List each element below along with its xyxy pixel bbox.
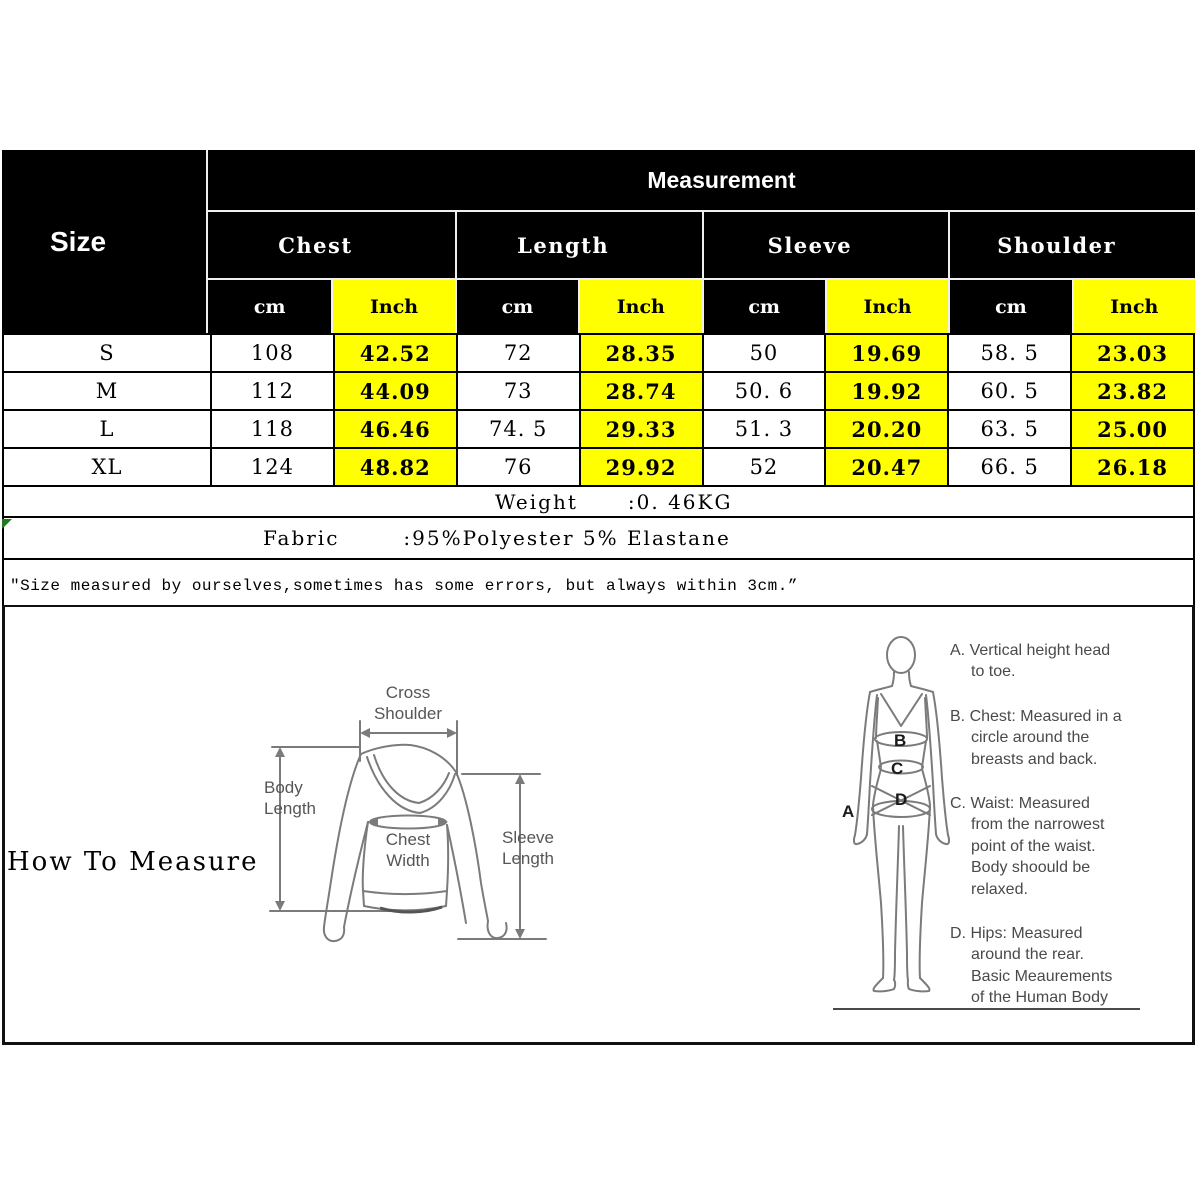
note-a-line2: to toe. <box>971 663 1016 681</box>
note-b-line1: B. Chest: Measured in a <box>950 707 1122 725</box>
measurement-header-label: Measurement <box>647 166 796 193</box>
note-c-line1: C. Waist: Measured <box>950 795 1090 813</box>
size-column-header-label: Size <box>49 225 107 257</box>
cm-value-cell: 118 <box>212 411 333 447</box>
group-header-length-label: Length <box>517 232 610 258</box>
note-d <box>950 923 1150 1009</box>
note-b <box>950 706 1150 770</box>
cm-value-cell: 58. 5 <box>949 335 1070 371</box>
size-cell: XL <box>4 449 210 485</box>
note-d-line4: of the Human Body <box>971 989 1108 1007</box>
chest-width-label-line1: Chest <box>385 830 431 849</box>
note-b-line2: circle around the <box>971 729 1090 747</box>
size-cell: S <box>4 335 210 371</box>
cm-value-cell: 52 <box>704 449 825 485</box>
size-cell: L <box>4 411 210 447</box>
note-d-line1: D. Hips: Measured <box>950 925 1083 943</box>
size-column-header <box>2 150 208 333</box>
figure-label-d: D <box>895 790 908 809</box>
inch-value-cell: 44.09 <box>335 373 456 409</box>
disclaimer-row <box>2 560 1195 605</box>
inch-value-cell: 19.69 <box>826 335 947 371</box>
body-length-label-line1: Body <box>264 778 303 797</box>
fabric-row <box>2 518 1195 560</box>
unit-header-cm: cm <box>253 295 286 318</box>
body-length-label-line2: Length <box>264 799 316 818</box>
unit-header-cm: cm <box>702 280 825 333</box>
inch-value-cell: 28.35 <box>581 335 702 371</box>
group-header-shoulder-label: Shoulder <box>997 232 1117 258</box>
note-a-line1: A. Vertical height head <box>950 642 1111 659</box>
unit-header-inch: Inch <box>331 280 454 333</box>
inch-value-cell: 23.03 <box>1072 335 1193 371</box>
size-cell: M <box>4 373 210 409</box>
sleeve-length-label-line1: Sleeve <box>502 828 554 847</box>
measurement-header <box>208 150 1195 212</box>
disclaimer-text: ″Size measured by ourselves,sometimes has some errors, but always within 3cm.” <box>10 576 798 595</box>
sleeve-length-label-line2: Length <box>502 849 554 868</box>
figure-label-b: B <box>894 731 907 750</box>
inch-value-cell: 26.18 <box>1072 449 1193 485</box>
fabric-value: :95%Polyester 5% Elastane <box>403 526 731 550</box>
weight-row <box>2 487 1195 518</box>
inch-value-cell: 20.47 <box>826 449 947 485</box>
group-header-length <box>455 212 702 280</box>
note-d-line2: around the rear. <box>971 946 1084 964</box>
fabric-label: Fabric <box>263 526 340 550</box>
weight-value: :0. 46KG <box>627 489 733 514</box>
chest-width-label-line2: Width <box>386 851 430 870</box>
unit-header-inch: Inch <box>578 280 701 333</box>
cm-value-cell: 63. 5 <box>949 411 1070 447</box>
green-corner-marker <box>2 519 12 529</box>
inch-value-cell: 46.46 <box>335 411 456 447</box>
cm-value-cell: 124 <box>212 449 333 485</box>
cm-value-cell: 60. 5 <box>949 373 1070 409</box>
cm-value-cell: 108 <box>212 335 333 371</box>
note-c-line2: from the narrowest <box>971 816 1105 834</box>
cm-value-cell: 73 <box>458 373 579 409</box>
body-figure-diagram <box>825 628 965 1018</box>
note-a <box>950 640 1150 683</box>
size-table-header <box>2 150 1195 333</box>
group-header-shoulder <box>948 212 1195 280</box>
figure-label-c: C <box>891 759 904 778</box>
size-table-body <box>2 333 1195 487</box>
inch-value-cell: 20.20 <box>826 411 947 447</box>
inch-value-cell: 25.00 <box>1072 411 1193 447</box>
weight-label: Weight <box>495 489 578 514</box>
figure-label-a: A <box>842 802 855 821</box>
unit-header-cm: cm <box>948 280 1071 333</box>
cross-shoulder-label-line1: Cross <box>385 685 431 702</box>
inch-value-cell: 28.74 <box>581 373 702 409</box>
unit-header-inch: Inch <box>1072 280 1195 333</box>
measure-notes <box>950 640 1150 1032</box>
group-header-chest <box>208 212 455 280</box>
inch-value-cell: 29.92 <box>581 449 702 485</box>
inch-value-cell: 19.92 <box>826 373 947 409</box>
inch-value-cell: 48.82 <box>335 449 456 485</box>
inch-value-cell: 42.52 <box>335 335 456 371</box>
cm-value-cell: 74. 5 <box>458 411 579 447</box>
cm-value-cell: 76 <box>458 449 579 485</box>
unit-header-cm: cm <box>455 280 578 333</box>
group-header-sleeve <box>702 212 949 280</box>
note-c-line3: point of the waist. <box>971 837 1096 855</box>
cm-value-cell: 50 <box>704 335 825 371</box>
figure-head <box>887 637 915 673</box>
cm-value-cell: 112 <box>212 373 333 409</box>
note-c <box>950 793 1150 900</box>
cm-value-cell: 72 <box>458 335 579 371</box>
group-header-chest-label: Chest <box>278 232 353 258</box>
cross-shoulder-label-line2: Shoulder <box>373 704 443 723</box>
inch-value-cell: 29.33 <box>581 411 702 447</box>
how-to-measure-title: How To Measure <box>7 847 259 877</box>
notes-underline <box>833 1008 1140 1010</box>
note-b-line3: breasts and back. <box>971 750 1098 768</box>
garment-diagram <box>250 685 570 955</box>
cm-value-cell: 66. 5 <box>949 449 1070 485</box>
inch-value-cell: 23.82 <box>1072 373 1193 409</box>
note-c-line5: relaxed. <box>971 880 1028 898</box>
cm-value-cell: 51. 3 <box>704 411 825 447</box>
group-header-sleeve-label: Sleeve <box>767 232 853 258</box>
unit-header-inch: Inch <box>825 280 948 333</box>
note-c-line4: Body shoould be <box>971 859 1091 877</box>
cm-value-cell: 50. 6 <box>704 373 825 409</box>
note-d-line3: Basic Meaurements <box>971 967 1113 985</box>
